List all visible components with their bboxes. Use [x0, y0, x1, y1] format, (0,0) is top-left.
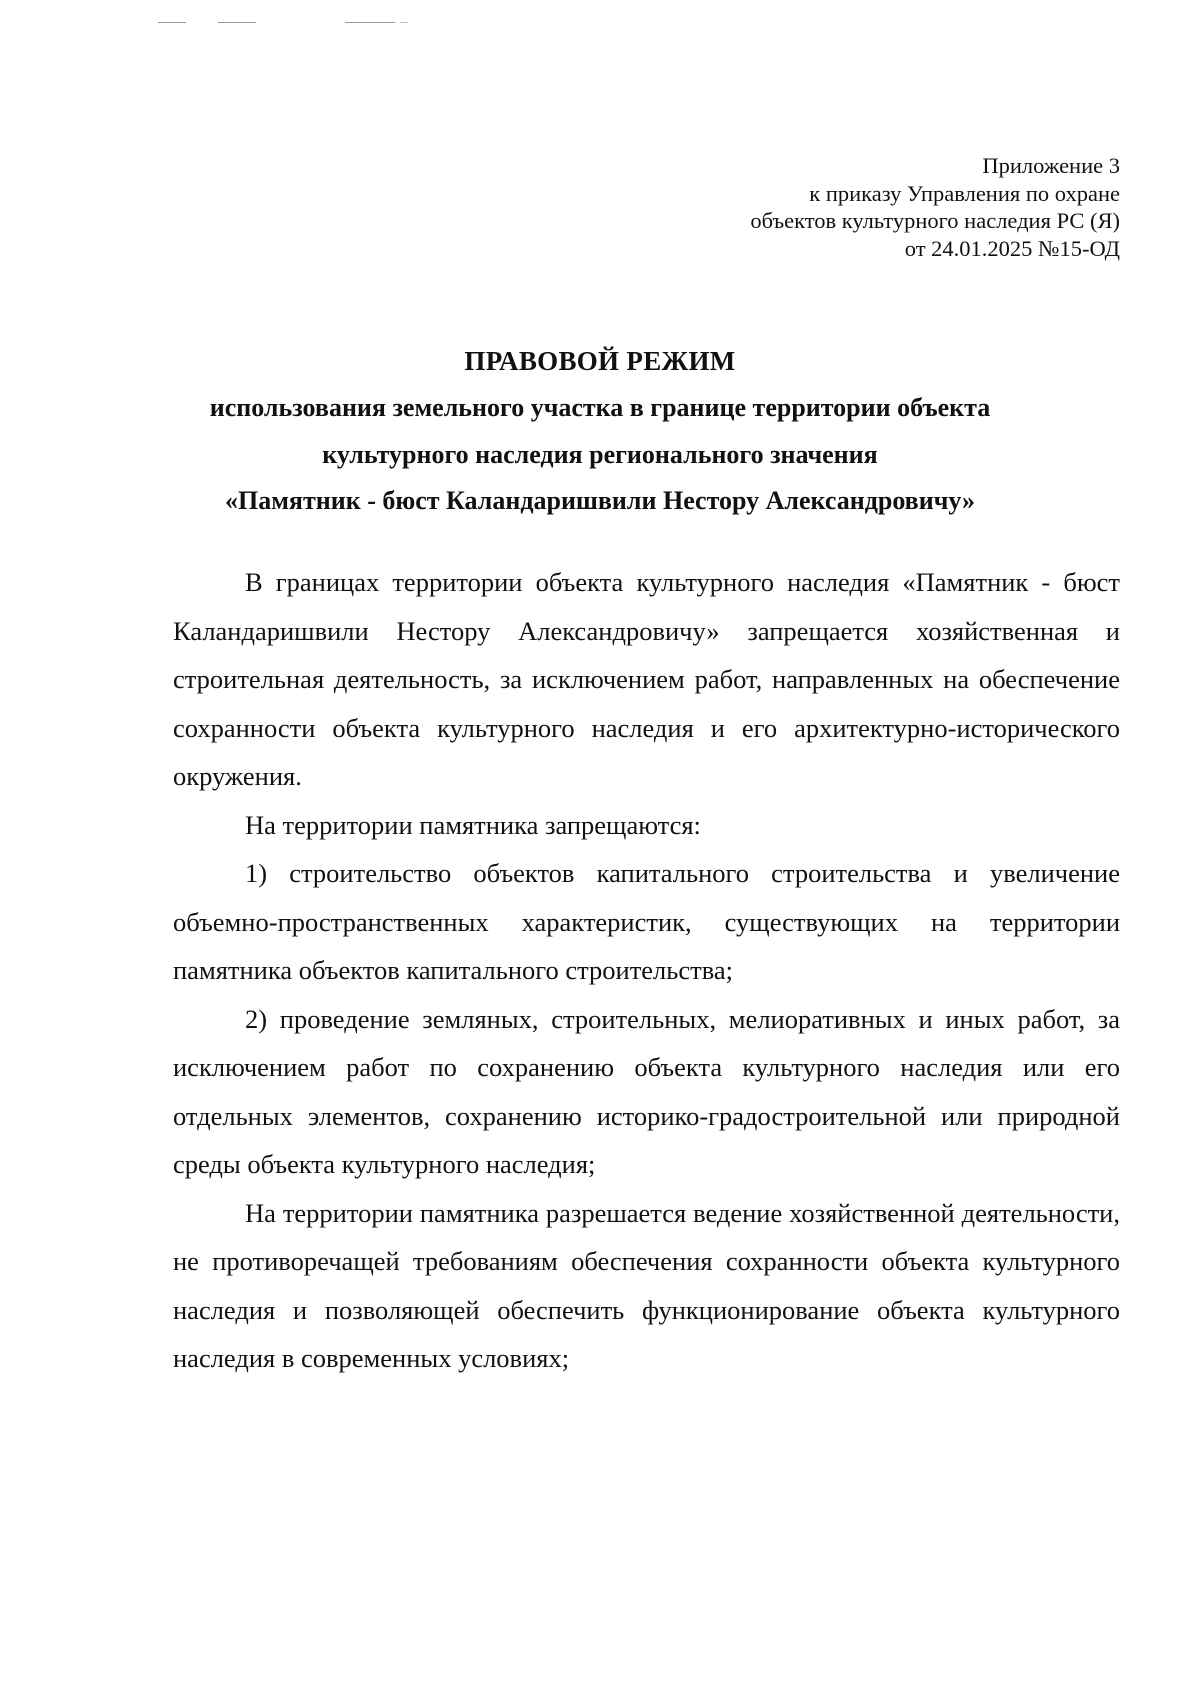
subtitle-line: использования земельного участка в границе территории объекта — [209, 393, 991, 422]
scan-artifact-line — [158, 22, 186, 23]
document-subtitle — [150, 385, 1050, 525]
appendix-order-ref: к приказу Управления по охране — [809, 180, 1120, 206]
scan-artifact-line — [218, 22, 256, 23]
body-paragraph: В границах территории объекта культурного наследия «Памятник - бюст Каландаришвили Нестору Александровичу» запрещается хозяйственная и строительная деятельность, за исключением работ, направленных на обеспечение сохранности объекта культурного наследия и его архитектурно-исторического окружения. — [173, 567, 1120, 791]
subtitle-line: культурного наследия регионального значения — [322, 439, 878, 469]
body-paragraph: На территории памятника разрешается ведение хозяйственной деятельности, не противоречащей требованиям обеспечения сохранности объекта культурного наследия и позволяющей обеспечить функционирование объекта культурного наследия в современных условиях; — [173, 1197, 1120, 1373]
scan-artifact-line — [345, 22, 395, 23]
body-paragraph: 2) проведение земляных, строительных, мелиоративных и иных работ, за исключением работ по сохранению объекта культурного наследия или его отдельных элементов, сохранению историко-градостроительной или природной среды объекта культурного наследия; — [173, 1003, 1120, 1179]
scan-artifact-line — [400, 22, 408, 23]
appendix-number: Приложение 3 — [982, 153, 1120, 178]
appendix-date-number: от 24.01.2025 №15-ОД — [904, 235, 1120, 261]
title-block — [150, 344, 1050, 525]
document-title: ПРАВОВОЙ РЕЖИМ — [464, 346, 736, 376]
body-paragraph: 1) строительство объектов капитального строительства и увеличение объемно-пространственных характеристик, существующих на территории памятника объектов капитального строительства; — [173, 858, 1120, 985]
document-body — [173, 558, 1120, 1383]
subtitle-line: «Памятник - бюст Каландаришвили Нестору Александровичу» — [224, 486, 976, 515]
body-paragraph: На территории памятника запрещаются: — [245, 809, 701, 840]
appendix-reference — [750, 152, 1120, 262]
appendix-agency: объектов культурного наследия РС (Я) — [750, 208, 1120, 233]
